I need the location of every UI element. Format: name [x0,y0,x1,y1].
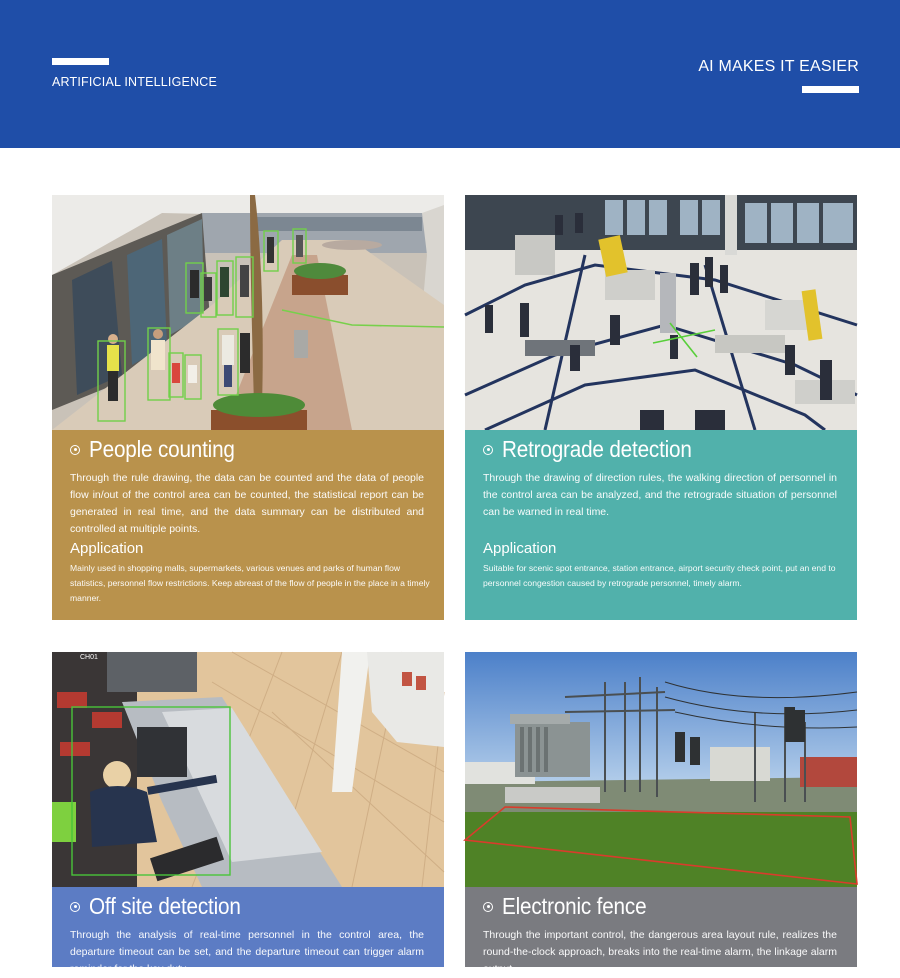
header-accent-bar-left [52,58,109,65]
card-description: Through the important control, the dangerous area layout rule, realizes the round-the-clock approach, breaks into the real-time alarm, the linkage alarm output [483,929,837,975]
card-title: Electronic fence [502,893,647,919]
card-retrograde-detection [465,195,857,620]
application-text: Mainly used in shopping malls, supermarkets, various venues and parks of human flow statistics, personnel flow restrictions. Keep abreast of the flow of people in the place in a timely manner. [70,563,430,603]
target-circle-icon [483,445,493,455]
header-right-label: AI MAKES IT EASIER [698,58,859,75]
card-title: Retrograde detection [502,436,692,462]
card-panel [465,887,857,975]
header-accent-bar-right [802,86,859,93]
cashier-desk-photo [52,652,444,887]
target-circle-icon [70,445,80,455]
card-panel [52,887,444,975]
card-panel [52,430,444,620]
mall-photo [52,195,444,430]
card-description: Through the drawing of direction rules, the walking direction of personnel in the control area can be analyzed, and the retrograde situation of personnel can be warned in real time. [483,472,837,518]
card-title: Off site detection [89,893,241,919]
card-people-counting [52,195,444,620]
header-banner [0,0,900,148]
target-circle-icon [70,902,80,912]
application-heading: Application [70,540,144,557]
substation-photo [465,652,857,887]
card-electronic-fence [465,652,857,975]
target-circle-icon [483,902,493,912]
application-heading: Application [483,540,557,557]
header-left-label: ARTIFICIAL INTELLIGENCE [52,75,218,89]
card-off-site-detection [52,652,444,975]
card-panel [465,430,857,620]
airport-security-photo [465,195,857,430]
application-text: Suitable for scenic spot entrance, station entrance, airport security check point, put an end to personnel congestion caused by retrograde personnel, timely alarm. [483,563,836,588]
camera-channel-label: CH01 [80,654,98,661]
card-description: Through the rule drawing, the data can be counted and the data of people flow in/out of the control area can be counted, the statistical report can be generated in real time, and the data summary can be distributed and controlled at multiple points. [70,472,424,535]
card-title: People counting [89,436,235,462]
card-description: Through the analysis of real-time personnel in the control area, the departure timeout can be set, and the departure timeout can trigger alarm reminder for the key duty [70,929,424,975]
